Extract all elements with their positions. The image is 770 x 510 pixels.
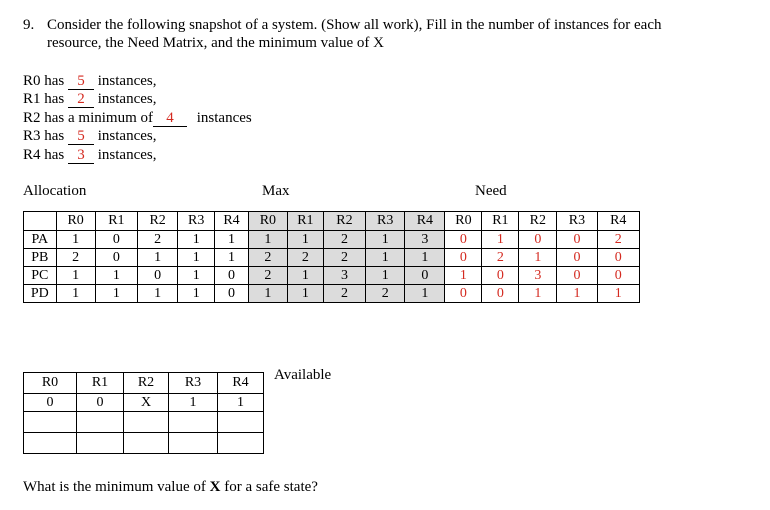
available-empty-cell[interactable] bbox=[218, 412, 264, 433]
need-cell[interactable]: 0 bbox=[557, 249, 597, 267]
need-cell[interactable]: 1 bbox=[445, 267, 482, 285]
allocation-cell: 1 bbox=[56, 285, 95, 303]
alloc-header-r3: R3 bbox=[178, 212, 215, 231]
corner-cell bbox=[24, 212, 57, 231]
need-cell[interactable]: 0 bbox=[519, 231, 557, 249]
max-cell: 1 bbox=[405, 249, 445, 267]
need-cell[interactable]: 0 bbox=[445, 285, 482, 303]
alloc-header-r2: R2 bbox=[138, 212, 178, 231]
available-empty-cell[interactable] bbox=[218, 433, 264, 454]
max-header-r1: R1 bbox=[287, 212, 323, 231]
need-header-r0: R0 bbox=[445, 212, 482, 231]
alloc-header-r4: R4 bbox=[215, 212, 249, 231]
max-header-r4: R4 bbox=[405, 212, 445, 231]
need-label: Need bbox=[475, 183, 507, 199]
available-header-r3: R3 bbox=[169, 373, 218, 394]
max-cell: 1 bbox=[248, 285, 287, 303]
need-cell[interactable]: 0 bbox=[445, 249, 482, 267]
available-table bbox=[23, 372, 264, 454]
snapshot-matrix bbox=[23, 211, 640, 303]
question-line-2: resource, the Need Matrix, and the minimum value of X bbox=[47, 35, 384, 51]
alloc-header-r0: R0 bbox=[56, 212, 95, 231]
allocation-cell: 0 bbox=[138, 267, 178, 285]
allocation-cell: 2 bbox=[56, 249, 95, 267]
need-cell[interactable]: 0 bbox=[482, 267, 519, 285]
max-label: Max bbox=[262, 183, 290, 199]
available-header-r2: R2 bbox=[124, 373, 169, 394]
allocation-cell: 1 bbox=[138, 249, 178, 267]
alloc-header-r1: R1 bbox=[95, 212, 137, 231]
table-row bbox=[24, 267, 640, 285]
available-value-cell: 0 bbox=[77, 394, 124, 412]
available-header-r0: R0 bbox=[24, 373, 77, 394]
allocation-cell: 0 bbox=[95, 249, 137, 267]
resource-line-r1: R1 has 2 instances, bbox=[23, 91, 157, 107]
max-cell: 1 bbox=[405, 285, 445, 303]
available-header-row bbox=[24, 373, 264, 394]
max-cell: 1 bbox=[248, 231, 287, 249]
need-cell[interactable]: 1 bbox=[482, 231, 519, 249]
available-empty-cell[interactable] bbox=[124, 433, 169, 454]
max-header-r2: R2 bbox=[323, 212, 365, 231]
process-label: PB bbox=[24, 249, 57, 267]
matrix-header-row bbox=[24, 212, 640, 231]
table-row bbox=[24, 285, 640, 303]
final-question: What is the minimum value of X for a safe state? bbox=[23, 479, 318, 495]
max-cell: 2 bbox=[323, 285, 365, 303]
available-empty-row bbox=[24, 412, 264, 433]
allocation-cell: 0 bbox=[215, 285, 249, 303]
need-cell[interactable]: 0 bbox=[482, 285, 519, 303]
allocation-cell: 1 bbox=[178, 249, 215, 267]
available-empty-cell[interactable] bbox=[124, 412, 169, 433]
available-empty-cell[interactable] bbox=[77, 412, 124, 433]
available-header-r1: R1 bbox=[77, 373, 124, 394]
r4-instances-value[interactable]: 3 bbox=[68, 148, 94, 164]
process-label: PD bbox=[24, 285, 57, 303]
max-cell: 1 bbox=[366, 249, 405, 267]
allocation-cell: 0 bbox=[95, 231, 137, 249]
question-number: 9. bbox=[23, 17, 35, 33]
available-values-row bbox=[24, 394, 264, 412]
available-value-cell: 0 bbox=[24, 394, 77, 412]
need-cell[interactable]: 1 bbox=[519, 249, 557, 267]
max-cell: 2 bbox=[366, 285, 405, 303]
need-cell[interactable]: 1 bbox=[597, 285, 639, 303]
max-cell: 1 bbox=[287, 231, 323, 249]
table-row bbox=[24, 249, 640, 267]
need-header-r2: R2 bbox=[519, 212, 557, 231]
available-header-r4: R4 bbox=[218, 373, 264, 394]
max-cell: 2 bbox=[248, 249, 287, 267]
available-empty-cell[interactable] bbox=[24, 433, 77, 454]
max-header-r0: R0 bbox=[248, 212, 287, 231]
available-empty-cell[interactable] bbox=[77, 433, 124, 454]
available-label: Available bbox=[274, 367, 332, 383]
allocation-cell: 1 bbox=[95, 285, 137, 303]
available-empty-cell[interactable] bbox=[24, 412, 77, 433]
allocation-label: Allocation bbox=[23, 183, 87, 199]
resource-line-r0: R0 has 5 instances, bbox=[23, 73, 157, 89]
max-header-r3: R3 bbox=[366, 212, 405, 231]
need-header-r3: R3 bbox=[557, 212, 597, 231]
max-cell: 1 bbox=[287, 285, 323, 303]
need-cell[interactable]: 2 bbox=[482, 249, 519, 267]
allocation-cell: 1 bbox=[138, 285, 178, 303]
need-cell[interactable]: 0 bbox=[597, 249, 639, 267]
max-cell: 1 bbox=[366, 231, 405, 249]
max-cell: 2 bbox=[287, 249, 323, 267]
allocation-cell: 1 bbox=[56, 231, 95, 249]
max-cell: 1 bbox=[366, 267, 405, 285]
available-value-cell: 1 bbox=[169, 394, 218, 412]
available-value-cell: 1 bbox=[218, 394, 264, 412]
available-value-cell: X bbox=[124, 394, 169, 412]
r0-instances-value[interactable]: 5 bbox=[68, 74, 94, 90]
available-empty-row bbox=[24, 433, 264, 454]
resource-line-r3: R3 has 5 instances, bbox=[23, 128, 157, 144]
allocation-cell: 1 bbox=[56, 267, 95, 285]
resource-line-r2: R2 has a minimum of 4 instances bbox=[23, 110, 252, 126]
r3-instances-value[interactable]: 5 bbox=[68, 129, 94, 145]
need-cell[interactable]: 0 bbox=[557, 267, 597, 285]
allocation-cell: 1 bbox=[178, 285, 215, 303]
max-cell: 3 bbox=[405, 231, 445, 249]
process-label: PC bbox=[24, 267, 57, 285]
r1-instances-value[interactable]: 2 bbox=[68, 92, 94, 108]
need-cell[interactable]: 0 bbox=[597, 267, 639, 285]
need-cell[interactable]: 0 bbox=[445, 231, 482, 249]
max-cell: 0 bbox=[405, 267, 445, 285]
table-row bbox=[24, 231, 640, 249]
need-cell[interactable]: 2 bbox=[597, 231, 639, 249]
need-cell[interactable]: 1 bbox=[519, 285, 557, 303]
allocation-cell: 1 bbox=[178, 267, 215, 285]
question-line-1: Consider the following snapshot of a system. (Show all work), Fill in the number of instances for each bbox=[47, 17, 662, 33]
max-cell: 2 bbox=[248, 267, 287, 285]
resource-line-r4: R4 has 3 instances, bbox=[23, 147, 157, 163]
need-cell[interactable]: 0 bbox=[557, 231, 597, 249]
allocation-cell: 1 bbox=[215, 249, 249, 267]
allocation-cell: 1 bbox=[215, 231, 249, 249]
r2-instances-value[interactable]: 4 bbox=[153, 111, 187, 127]
need-cell[interactable]: 1 bbox=[557, 285, 597, 303]
max-cell: 1 bbox=[287, 267, 323, 285]
need-header-r4: R4 bbox=[597, 212, 639, 231]
max-cell: 2 bbox=[323, 249, 365, 267]
allocation-cell: 2 bbox=[138, 231, 178, 249]
need-header-r1: R1 bbox=[482, 212, 519, 231]
process-label: PA bbox=[24, 231, 57, 249]
allocation-cell: 0 bbox=[215, 267, 249, 285]
max-cell: 3 bbox=[323, 267, 365, 285]
available-empty-cell[interactable] bbox=[169, 433, 218, 454]
allocation-cell: 1 bbox=[178, 231, 215, 249]
allocation-cell: 1 bbox=[95, 267, 137, 285]
available-empty-cell[interactable] bbox=[169, 412, 218, 433]
max-cell: 2 bbox=[323, 231, 365, 249]
need-cell[interactable]: 3 bbox=[519, 267, 557, 285]
